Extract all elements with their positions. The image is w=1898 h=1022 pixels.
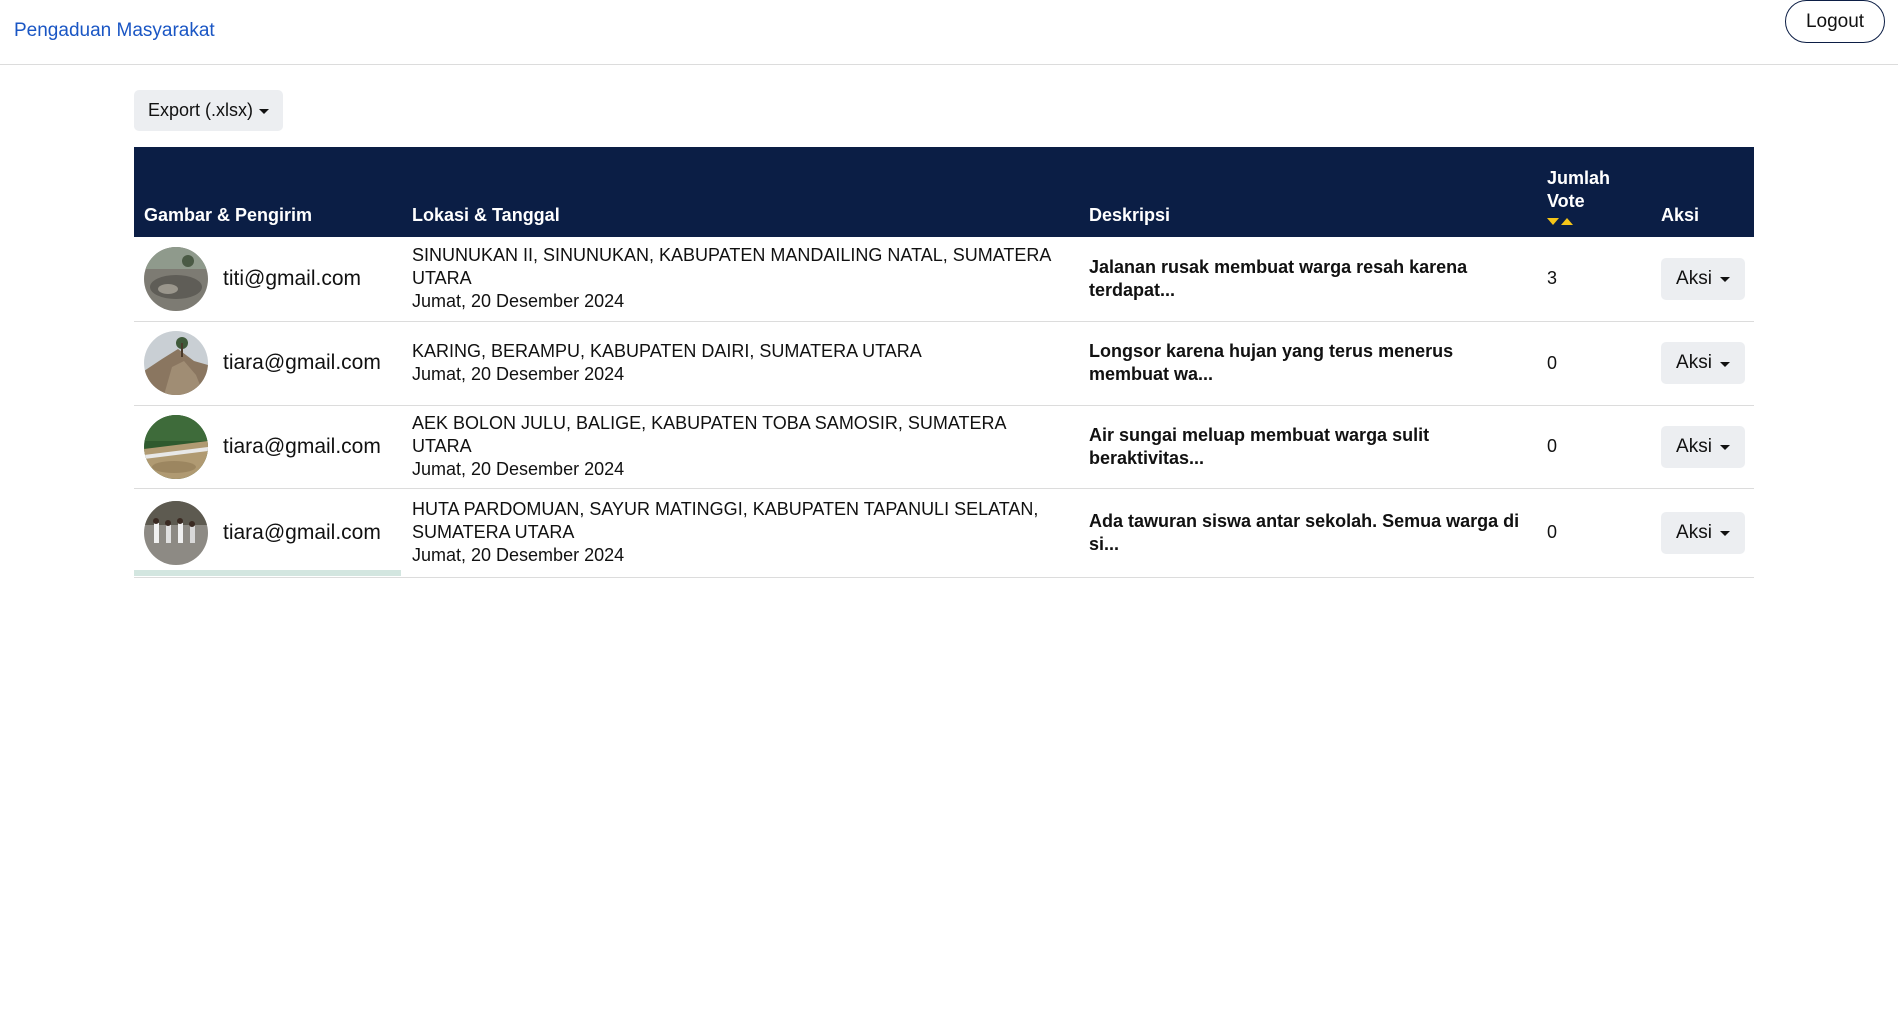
caret-down-icon <box>1720 531 1730 536</box>
vote-count: 3 <box>1547 268 1558 289</box>
location-cell <box>402 488 1079 577</box>
sort-asc-icon <box>1561 218 1573 225</box>
location-text: AEK BOLON JULU, BALIGE, KABUPATEN TOBA SAMOSIR, SUMATERA UTARA <box>412 413 1006 456</box>
table-row <box>134 488 1754 577</box>
aksi-dropdown-button[interactable] <box>1661 426 1745 468</box>
date-text: Jumat, 20 Desember 2024 <box>412 545 625 565</box>
aksi-label: Aksi <box>1676 352 1712 373</box>
logout-button[interactable]: Logout <box>1785 0 1885 43</box>
brand-link[interactable]: Pengaduan Masyarakat <box>14 20 215 41</box>
sender-email: tiara@gmail.com <box>223 434 381 458</box>
caret-down-icon <box>259 109 269 114</box>
aksi-label: Aksi <box>1676 521 1712 543</box>
location-text: KARING, BERAMPU, KABUPATEN DAIRI, SUMATERA UTARA <box>412 341 922 361</box>
sort-icon[interactable] <box>1547 215 1641 227</box>
horizontal-scrollbar[interactable] <box>134 570 401 576</box>
action-cell <box>1651 321 1754 405</box>
location-text: HUTA PARDOMUAN, SAYUR MATINGGI, KABUPATEN TAPANULI SELATAN, SUMATERA UTARA <box>412 499 1039 542</box>
column-header-location: Lokasi & Tanggal <box>412 205 560 225</box>
landslide-photo-avatar <box>144 331 208 395</box>
table-row <box>134 237 1754 321</box>
votes-header-line1: Jumlah <box>1547 168 1611 188</box>
description-text: Air sungai meluap membuat warga sulit beraktivitas... <box>1089 424 1430 468</box>
aksi-label: Aksi <box>1676 435 1712 457</box>
sender-cell <box>134 405 402 488</box>
column-header-votes[interactable] <box>1537 147 1651 237</box>
vote-cell <box>1537 237 1651 321</box>
description-cell <box>1079 488 1537 577</box>
table-row <box>134 405 1754 488</box>
sender-cell <box>134 321 402 405</box>
street-brawl-photo-avatar <box>144 501 208 565</box>
vote-cell <box>1537 321 1651 405</box>
caret-down-icon <box>1720 445 1730 450</box>
location-cell <box>402 321 1079 405</box>
column-header-sender: Gambar & Pengirim <box>144 205 313 225</box>
sender-cell <box>134 488 402 577</box>
export-xlsx-dropdown[interactable] <box>134 90 283 131</box>
aksi-label: Aksi <box>1676 267 1712 289</box>
vote-cell <box>1537 488 1651 577</box>
table-row <box>134 321 1754 405</box>
aksi-dropdown-button[interactable] <box>1661 512 1745 554</box>
caret-down-icon <box>1720 362 1730 367</box>
caret-down-icon <box>1720 277 1730 282</box>
vote-count: 0 <box>1547 352 1558 373</box>
sender-email: titi@gmail.com <box>223 266 362 290</box>
location-cell <box>402 237 1079 321</box>
action-cell <box>1651 488 1754 577</box>
top-navbar <box>0 0 1898 65</box>
date-text: Jumat, 20 Desember 2024 <box>412 364 625 384</box>
description-cell <box>1079 405 1537 488</box>
column-header-description: Deskripsi <box>1089 205 1171 225</box>
sender-email: tiara@gmail.com <box>223 351 381 374</box>
date-text: Jumat, 20 Desember 2024 <box>412 291 625 312</box>
export-label: Export (.xlsx) <box>147 100 253 120</box>
votes-header-line2: Vote <box>1547 191 1585 211</box>
description-text: Longsor karena hujan yang terus menerus membuat wa... <box>1089 341 1454 384</box>
location-cell <box>402 405 1079 488</box>
damaged-road-photo-avatar <box>144 247 208 311</box>
table-header-row <box>134 147 1754 237</box>
action-cell <box>1651 237 1754 321</box>
date-text: Jumat, 20 Desember 2024 <box>412 459 625 479</box>
aksi-dropdown-button[interactable] <box>1661 342 1745 384</box>
location-text: SINUNUKAN II, SINUNUKAN, KABUPATEN MANDAILING NATAL, SUMATERA UTARA <box>412 245 1051 289</box>
action-cell <box>1651 405 1754 488</box>
sort-desc-icon <box>1547 218 1559 225</box>
description-text: Ada tawuran siswa antar sekolah. Semua warga di si... <box>1089 510 1520 554</box>
vote-count: 0 <box>1547 522 1558 542</box>
complaints-table-container <box>134 147 1754 578</box>
description-text: Jalanan rusak membuat warga resah karena terdapat... <box>1089 256 1468 300</box>
flood-photo-avatar <box>144 415 208 479</box>
complaints-table <box>134 147 1754 578</box>
vote-count: 0 <box>1547 436 1558 456</box>
sender-cell <box>134 237 402 321</box>
sender-email: tiara@gmail.com <box>223 520 381 544</box>
aksi-dropdown-button[interactable] <box>1661 258 1745 300</box>
description-cell <box>1079 237 1537 321</box>
vote-cell <box>1537 405 1651 488</box>
column-header-action: Aksi <box>1661 205 1700 225</box>
description-cell <box>1079 321 1537 405</box>
